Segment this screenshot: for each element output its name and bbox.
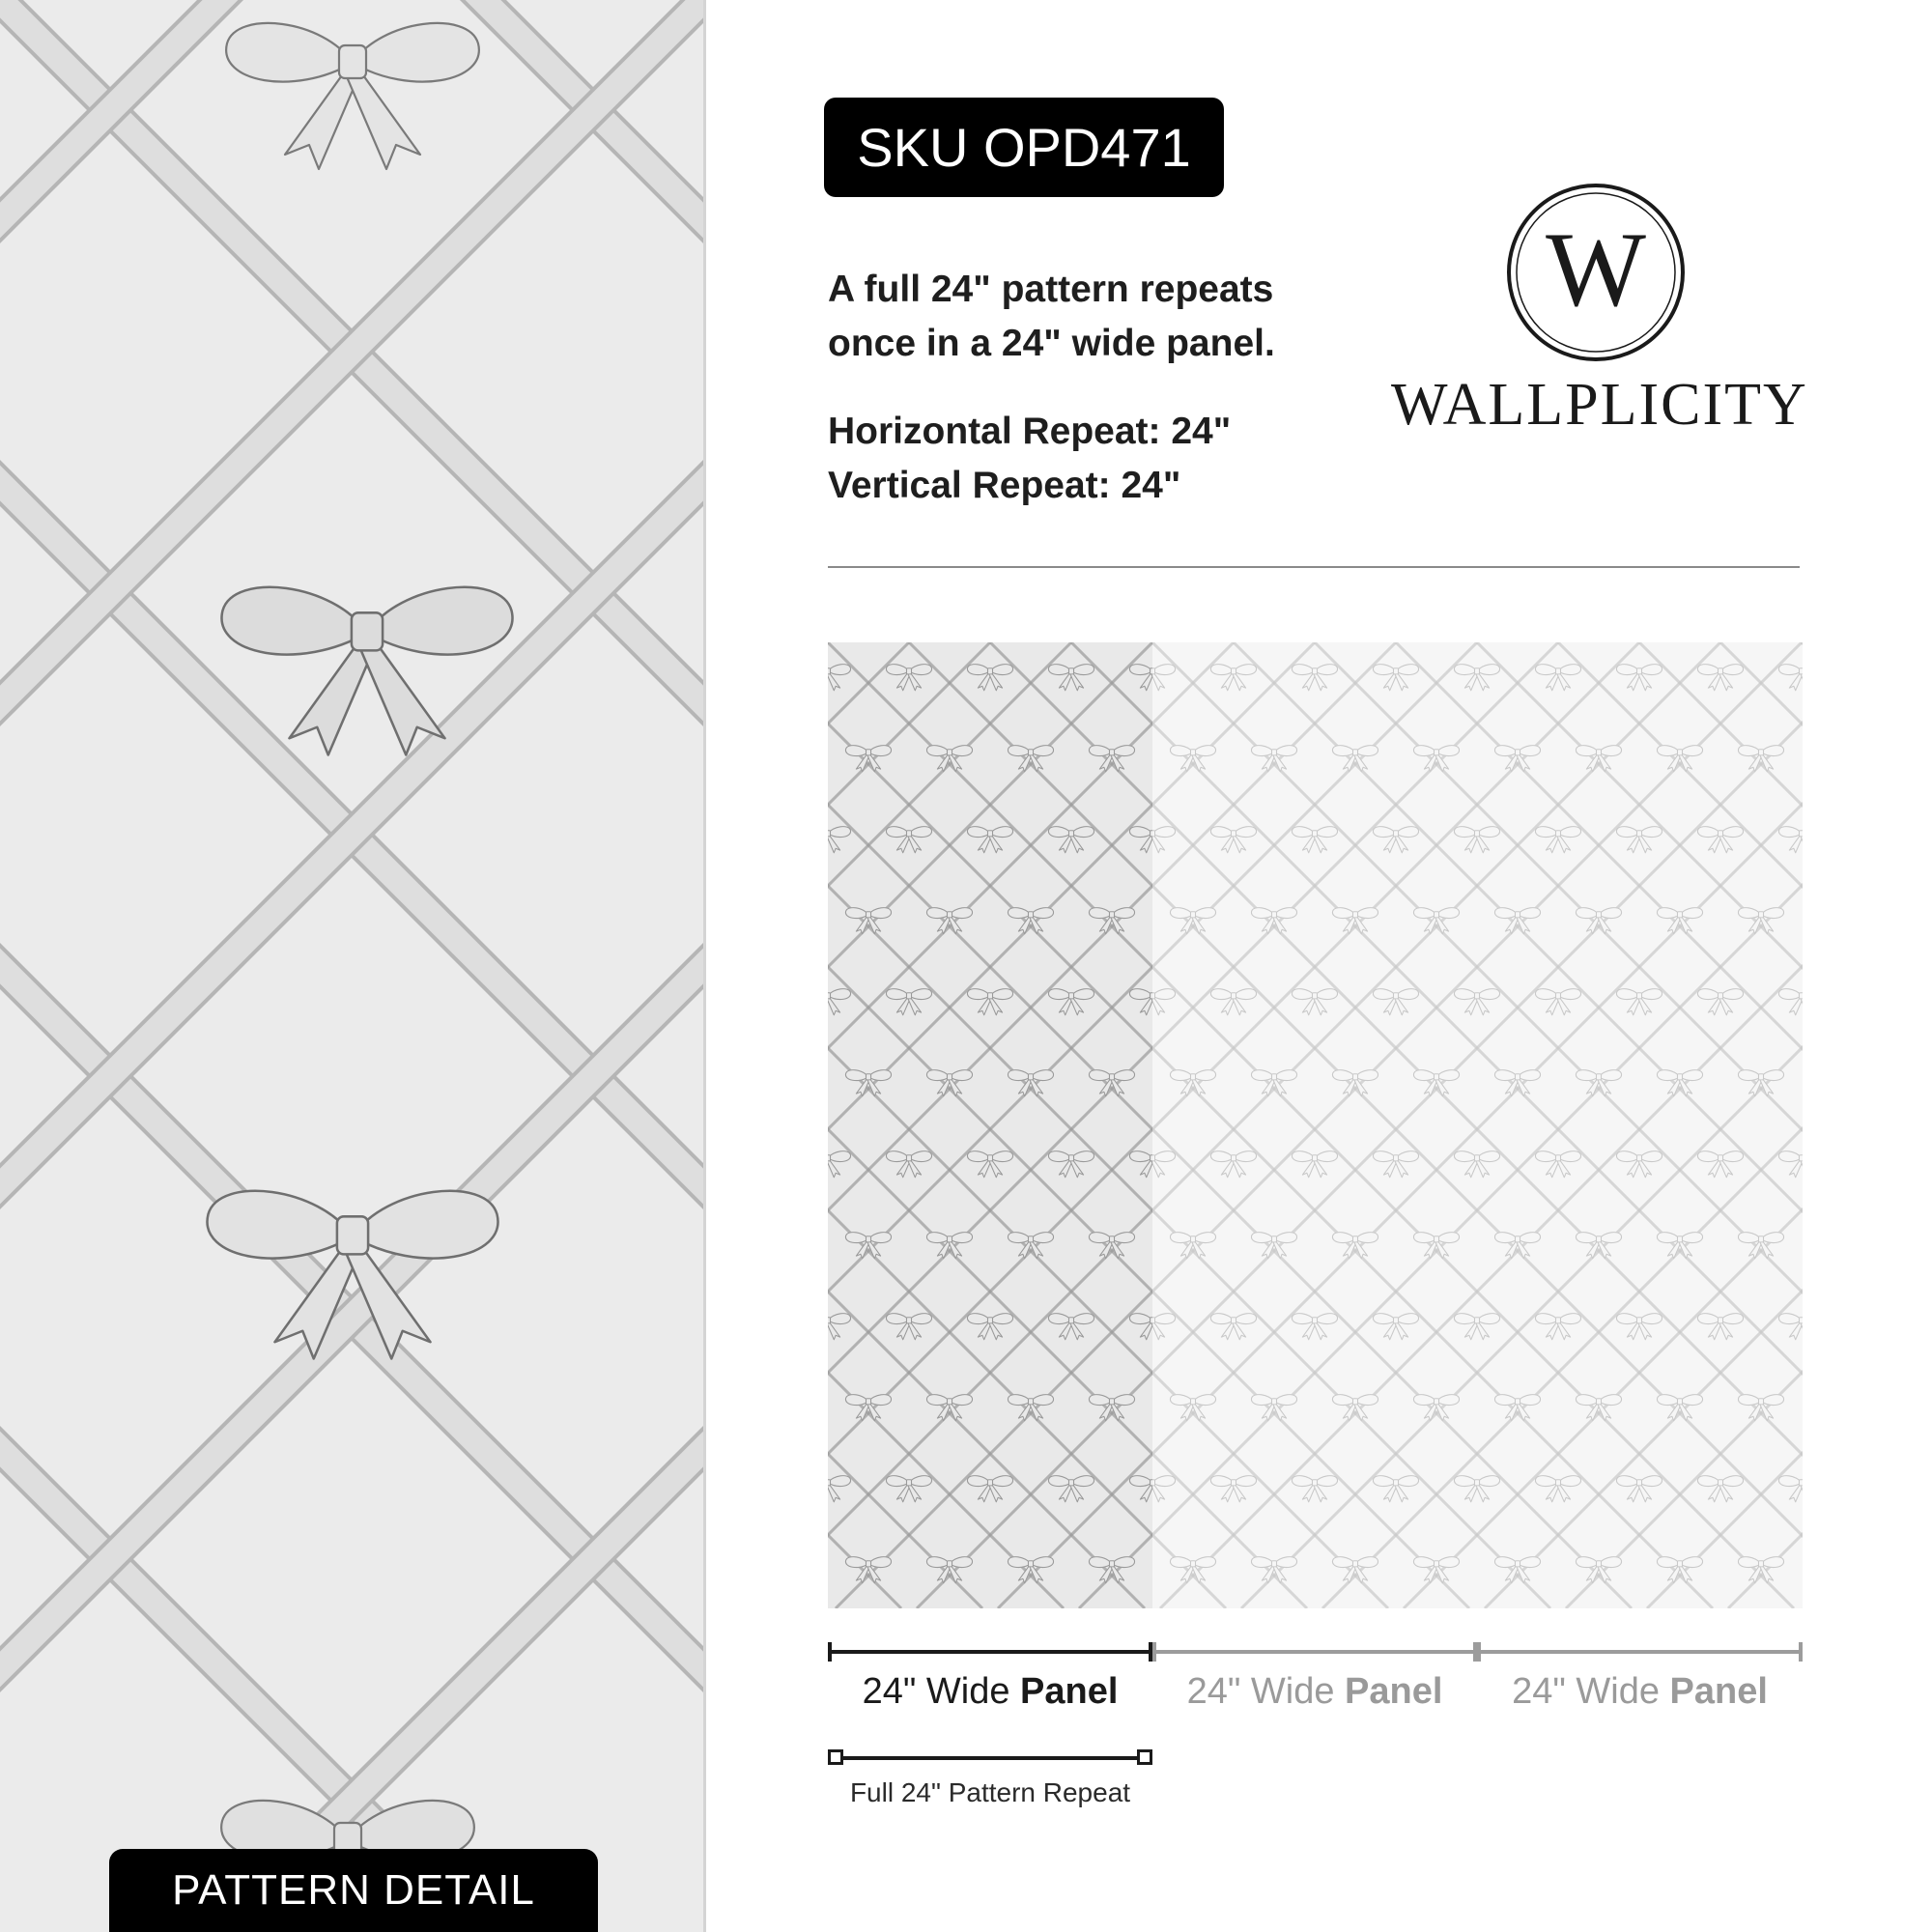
panel-preview-1 — [828, 642, 1152, 1608]
panel-preview-2 — [1152, 642, 1477, 1608]
panel-label-1: 24" Wide Panel — [862, 1671, 1119, 1712]
detail-divider — [703, 0, 706, 1932]
pattern-repeat-dimension — [828, 1749, 1152, 1767]
panel-label-2: 24" Wide Panel — [1186, 1671, 1443, 1712]
panel-pattern-2 — [1152, 642, 1477, 1608]
horizontal-repeat: Horizontal Repeat: 24" — [828, 411, 1232, 452]
pattern-detail-label: PATTERN DETAIL — [109, 1849, 598, 1932]
intro-line-2: once in a 24" wide panel. — [828, 323, 1275, 364]
panel-pattern-3 — [1477, 642, 1803, 1608]
logo-monogram: W — [1546, 211, 1646, 328]
bow-motif — [226, 23, 479, 169]
panel-label-3: 24" Wide Panel — [1512, 1671, 1768, 1712]
sku-badge: SKU OPD471 — [824, 98, 1224, 197]
pattern-repeat-label: Full 24" Pattern Repeat — [849, 1777, 1131, 1807]
pattern-detail-image — [0, 0, 703, 1932]
panel-pattern-1 — [828, 642, 1152, 1608]
vertical-repeat: Vertical Repeat: 24" — [828, 465, 1181, 506]
bow-lattice-pattern — [0, 0, 703, 1932]
panel-dimension-2 — [1152, 1642, 1477, 1662]
panel-preview-3 — [1477, 642, 1803, 1608]
intro-line-1: A full 24" pattern repeats — [828, 269, 1274, 310]
panel-dimension-3 — [1477, 1642, 1803, 1662]
brand-name: WALLPLICITY — [1391, 372, 1808, 438]
panel-dimension-1 — [828, 1642, 1152, 1662]
wallplicity-logo-icon — [1505, 182, 1687, 363]
section-divider — [828, 566, 1800, 568]
